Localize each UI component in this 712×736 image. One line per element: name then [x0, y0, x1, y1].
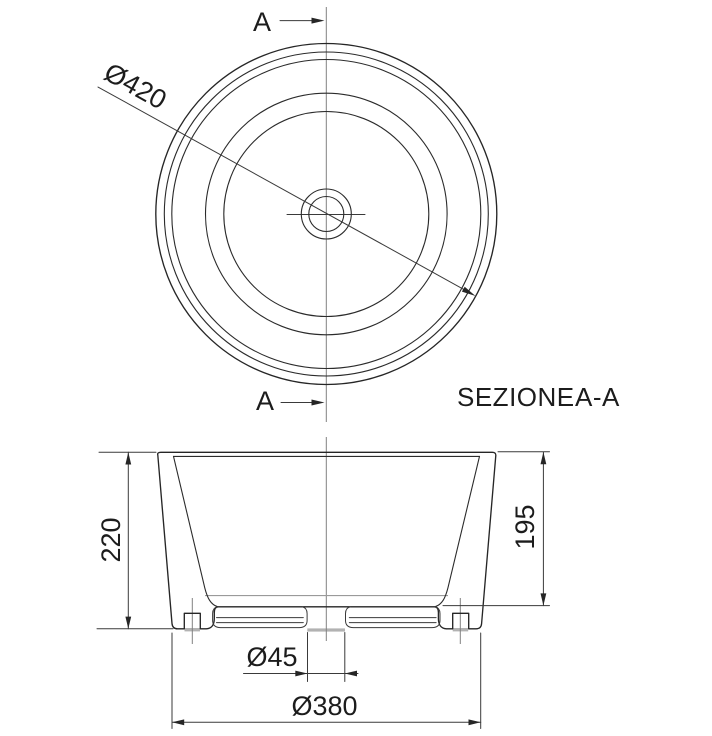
- section-marker-bottom-arrowhead: [312, 400, 325, 406]
- section-caption-name: A-A: [575, 382, 620, 412]
- diameter-420-label: Ø420: [99, 56, 172, 116]
- section-marker-top-label: A: [252, 7, 272, 37]
- top-view: [98, 7, 497, 422]
- diameter-leader-line: [98, 87, 464, 290]
- section-view: [96, 437, 550, 729]
- section-marker-bottom: [256, 386, 325, 416]
- arrowhead-195-top: [541, 452, 547, 464]
- dimension-base-diameter: [172, 633, 481, 729]
- dim-380-label: Ø380: [291, 691, 358, 721]
- arrowhead-195-bottom: [541, 593, 547, 605]
- section-marker-top-arrowhead: [312, 18, 325, 24]
- diameter-leader-arrowhead: [462, 287, 476, 296]
- dim-45-label: Ø45: [246, 642, 298, 672]
- bowl-inner-wall-right: [435, 456, 479, 606]
- arrowhead-380-right: [469, 719, 481, 725]
- arrowhead-220-bottom: [125, 617, 131, 629]
- dim-220-label: 220: [96, 517, 126, 563]
- section-caption-word: SEZIONE: [457, 382, 575, 412]
- dimension-overall-height: [96, 452, 173, 629]
- dimension-drain-diameter: [244, 633, 359, 682]
- section-marker-top: [253, 7, 325, 37]
- section-marker-bottom-label: A: [255, 386, 275, 416]
- arrowhead-380-left: [172, 719, 184, 725]
- dimension-basin-depth: [443, 452, 550, 606]
- dim-195-label: 195: [510, 504, 540, 550]
- arrowhead-220-top: [125, 452, 131, 464]
- arrowhead-45-right: [345, 671, 357, 677]
- bowl-inner-wall-left: [174, 456, 218, 606]
- section-caption: [457, 382, 620, 412]
